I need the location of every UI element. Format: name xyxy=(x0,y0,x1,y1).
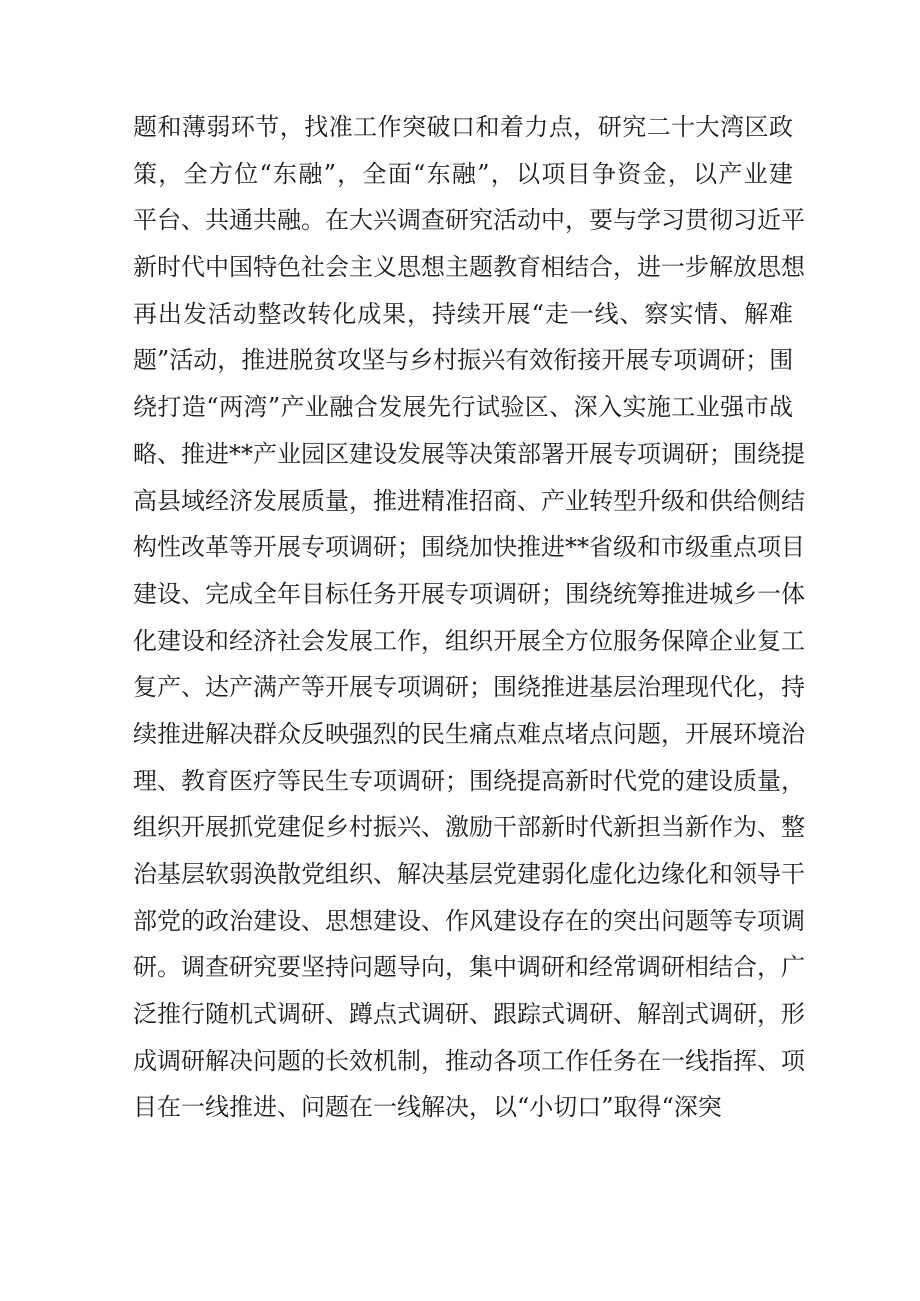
text-line: 成调研解决问题的长效机制，推动各项工作任务在一线指挥、项 xyxy=(133,1046,805,1075)
text-line: 建设、完成全年目标任务开展专项调研；围绕统筹推进城乡一体 xyxy=(133,579,805,608)
text-line: 治基层软弱涣散党组织、解决基层党建弱化虚化边缘化和领导干 xyxy=(133,860,805,888)
text-line: 目在一线推进、问题在一线解决，以“小切口”取得“深突 xyxy=(133,1093,722,1122)
text-line: 题和薄弱环节，找准工作突破口和着力点，研究二十大湾区政 xyxy=(133,113,793,141)
text-line: 新时代中国特色社会主义思想主题教育相结合，进一步解放思想 xyxy=(133,253,805,282)
text-line: 题”活动，推进脱贫攻坚与乡村振兴有效衔接开展专项调研；围 xyxy=(133,346,794,375)
text-line: 构性改革等开展专项调研；围绕加快推进**省级和市级重点项目 xyxy=(133,533,805,562)
text-line: 绕打造“两湾”产业融合发展先行试验区、深入实施工业强市战 xyxy=(133,393,793,422)
text-line: 研。调查研究要坚持问题导向，集中调研和经常调研相结合，广 xyxy=(133,953,805,982)
text-line: 再出发活动整改转化成果，持续开展“走一线、察实情、解难 xyxy=(133,299,793,328)
text-line: 理、教育医疗等民生专项调研；围绕提高新时代党的建设质量， xyxy=(133,766,805,795)
text-line: 略、推进**产业园区建设发展等决策部署开展专项调研；围绕提 xyxy=(133,439,805,468)
text-line: 部党的政治建设、思想建设、作风建设存在的突出问题等专项调 xyxy=(133,906,805,935)
body-paragraph xyxy=(133,104,805,1131)
text-line: 化建设和经济社会发展工作，组织开展全方位服务保障企业复工 xyxy=(133,626,805,655)
text-line: 续推进解决群众反映强烈的民生痛点难点堵点问题，开展环境治 xyxy=(133,719,805,748)
text-line: 复产、达产满产等开展专项调研；围绕推进基层治理现代化，持 xyxy=(133,673,805,702)
text-line: 平台、共通共融。在大兴调查研究活动中，要与学习贯彻习近平 xyxy=(133,206,805,235)
text-line: 泛推行随机式调研、蹲点式调研、跟踪式调研、解剖式调研，形 xyxy=(133,1000,805,1029)
text-line: 高县域经济发展质量，推进精准招商、产业转型升级和供给侧结 xyxy=(133,486,805,515)
text-line: 组织开展抓党建促乡村振兴、激励干部新时代新担当新作为、整 xyxy=(133,813,805,842)
text-line: 策，全方位“东融”，全面“东融”，以项目争资金，以产业建 xyxy=(133,159,793,188)
